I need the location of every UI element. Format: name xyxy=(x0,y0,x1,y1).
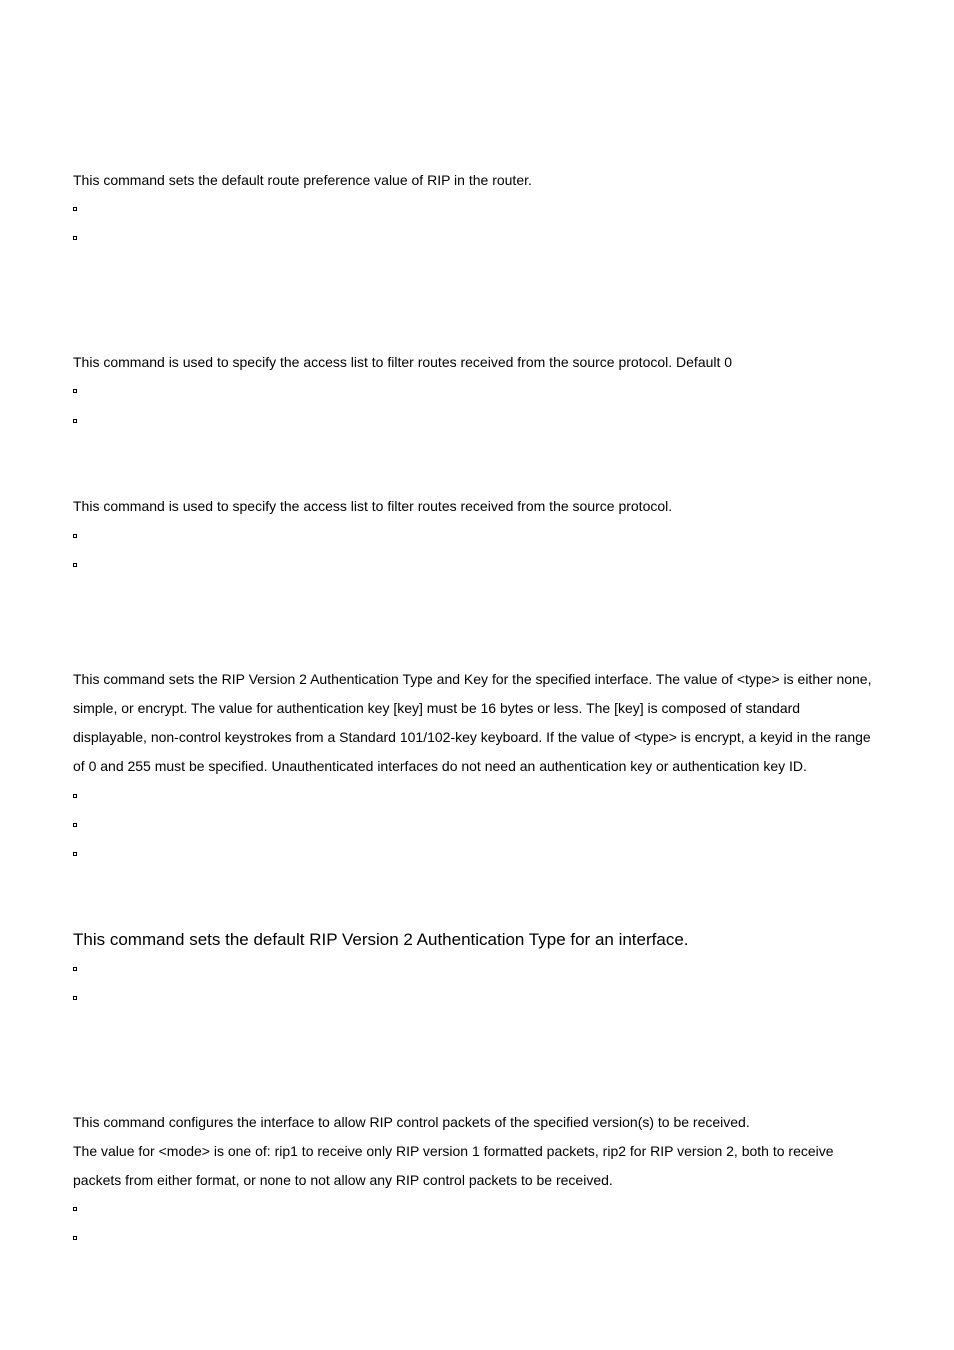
section-6-description: This command configures the interface to allow RIP control packets of the specified version(s) to be received. xyxy=(73,1114,750,1130)
bullet-marker xyxy=(73,794,77,798)
bullet-marker xyxy=(73,207,77,211)
bullet-marker xyxy=(73,967,77,971)
bullet-marker xyxy=(73,996,77,1000)
section-3-description: This command is used to specify the access list to filter routes received from the source protocol. xyxy=(73,498,673,514)
section-2-description: This command is used to specify the access list to filter routes received from the source protocol. Default 0 xyxy=(73,354,733,370)
bullet-marker xyxy=(73,852,77,856)
section-6-detail: The value for <mode> is one of: rip1 to receive only RIP version 1 formatted packets, rip2 for RIP version 2, both to receive packets from either format, or none to not allow any RIP control packets to be received. xyxy=(73,1143,834,1188)
bullet-marker xyxy=(73,419,77,423)
section-5-description: This command sets the default RIP Version 2 Authentication Type for an interface. xyxy=(73,930,689,949)
bullet-marker xyxy=(73,563,77,567)
section-1-description: This command sets the default route preference value of RIP in the router. xyxy=(73,172,532,188)
bullet-marker xyxy=(73,534,77,538)
section-4-description: This command sets the RIP Version 2 Authentication Type and Key for the specified interface. The value of <type> is either none, simple, or encrypt. The value for authentication key [key] must be 16 bytes or less. The [key] is composed of standard displayable, non-control keystrokes from a Standard 101/102-key keyboard. If the value of <type> is encrypt, a keyid in the range of 0 and 255 must be specified. Unauthenticated interfaces do not need an authentication key or authentication key ID. xyxy=(73,671,872,774)
bullet-marker xyxy=(73,236,77,240)
bullet-marker xyxy=(73,389,77,393)
bullet-marker xyxy=(73,823,77,827)
bullet-marker xyxy=(73,1207,77,1211)
bullet-marker xyxy=(73,1236,77,1240)
